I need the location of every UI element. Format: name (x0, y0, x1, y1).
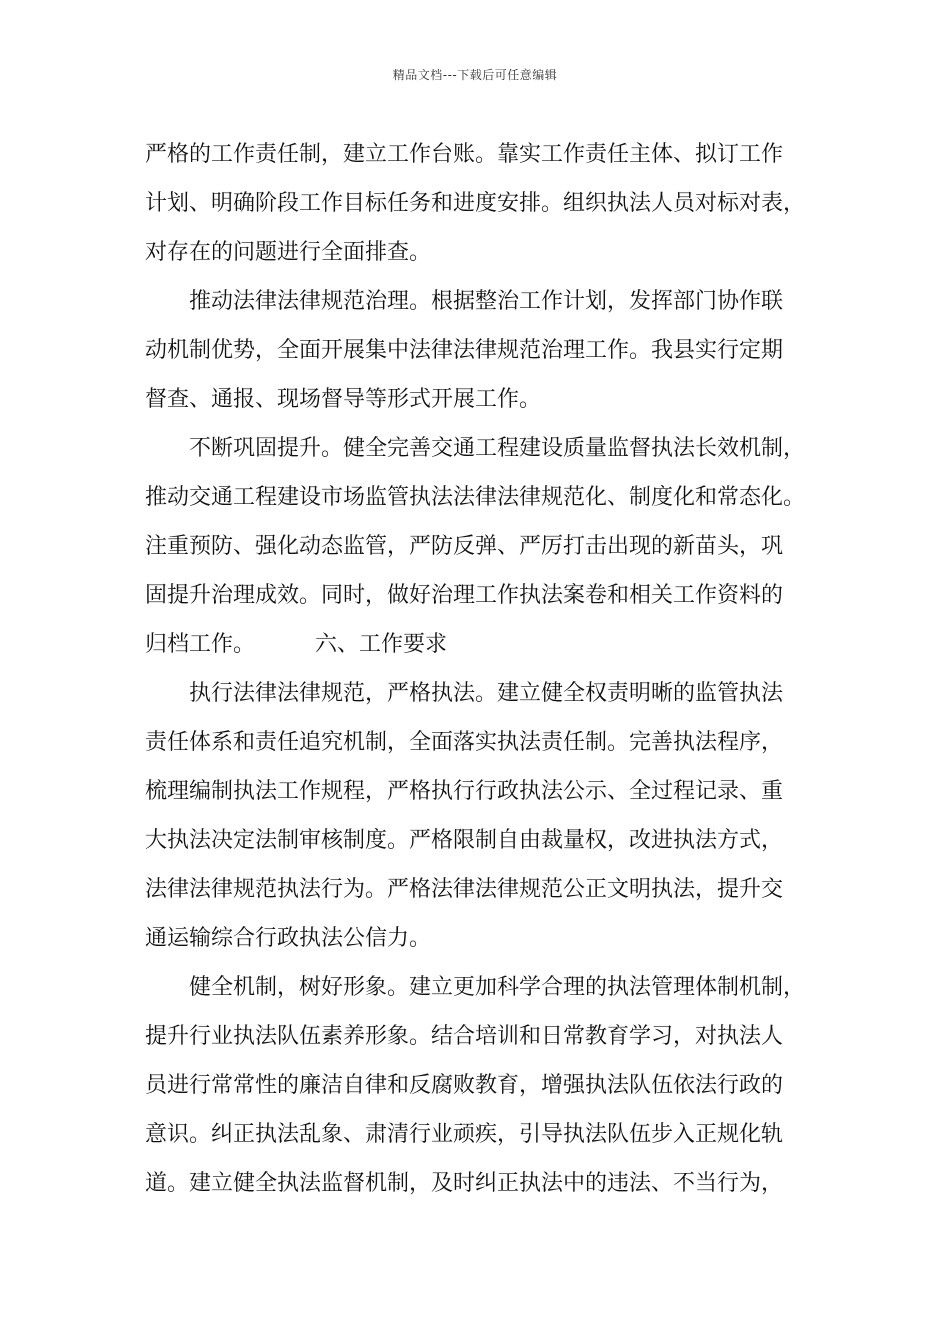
paragraph-line: 推动交通工程建设市场监管执法法律法律规范化、制度化和常态化。 (145, 485, 806, 510)
paragraph-line: 梳理编制执法工作规程，严格执行行政执法公示、全过程记录、重 (145, 779, 784, 804)
paragraph-line: 提升行业执法队伍素养形象。结合培训和日常教育学习，对执法人 (145, 1024, 784, 1049)
paragraph-3 (145, 424, 815, 669)
paragraph-line: 员进行常常性的廉洁自律和反腐败教育，增强执法队伍依法行政的 (145, 1073, 784, 1098)
paragraph-2 (145, 277, 815, 424)
paragraph-4 (145, 669, 815, 963)
paragraph-line: 动机制优势，全面开展集中法律法律规范治理工作。我县实行定期 (145, 338, 784, 363)
paragraph-line: 执行法律法律规范，严格执法。建立健全权责明晰的监管执法 (189, 681, 784, 706)
paragraph-line: 督查、通报、现场督导等形式开展工作。 (145, 387, 542, 412)
paragraph-line-end: 归档工作。 (145, 632, 256, 657)
paragraph-line: 计划、明确阶段工作目标任务和进度安排。组织执法人员对标对表， (145, 191, 806, 216)
paragraph-line: 通运输综合行政执法公信力。 (145, 926, 432, 951)
document-body (145, 130, 815, 1208)
paragraph-line: 推动法律法律规范治理。根据整治工作计划，发挥部门协作联 (189, 289, 784, 314)
paragraph-line: 固提升治理成效。同时，做好治理工作执法案卷和相关工作资料的 (145, 583, 784, 608)
paragraph-line: 责任体系和责任追究机制，全面落实执法责任制。完善执法程序， (145, 730, 784, 755)
paragraph-line: 严格的工作责任制，建立工作台账。靠实工作责任主体、拟订工作 (145, 142, 784, 167)
section-heading: 六、工作要求 (315, 632, 448, 657)
paragraph-line: 道。建立健全执法监督机制，及时纠正执法中的违法、不当行为， (145, 1171, 784, 1196)
paragraph-line-with-heading (145, 620, 815, 669)
paragraph-line: 意识。纠正执法乱象、肃清行业顽疾，引导执法队伍步入正规化轨 (145, 1122, 784, 1147)
paragraph-line: 大执法决定法制审核制度。严格限制自由裁量权，改进执法方式， (145, 828, 784, 853)
page-header-note: 精品文档---下载后可任意编辑 (392, 68, 558, 82)
paragraph-5 (145, 963, 815, 1208)
paragraph-1 (145, 130, 815, 277)
paragraph-line: 注重预防、强化动态监管，严防反弹、严厉打击出现的新苗头，巩 (145, 534, 784, 559)
paragraph-line: 对存在的问题进行全面排查。 (145, 240, 432, 265)
paragraph-line: 健全机制，树好形象。建立更加科学合理的执法管理体制机制， (189, 975, 806, 1000)
paragraph-line: 法律法律规范执法行为。严格法律法律规范公正文明执法，提升交 (145, 877, 784, 902)
paragraph-line: 不断巩固提升。健全完善交通工程建设质量监督执法长效机制， (189, 436, 806, 461)
